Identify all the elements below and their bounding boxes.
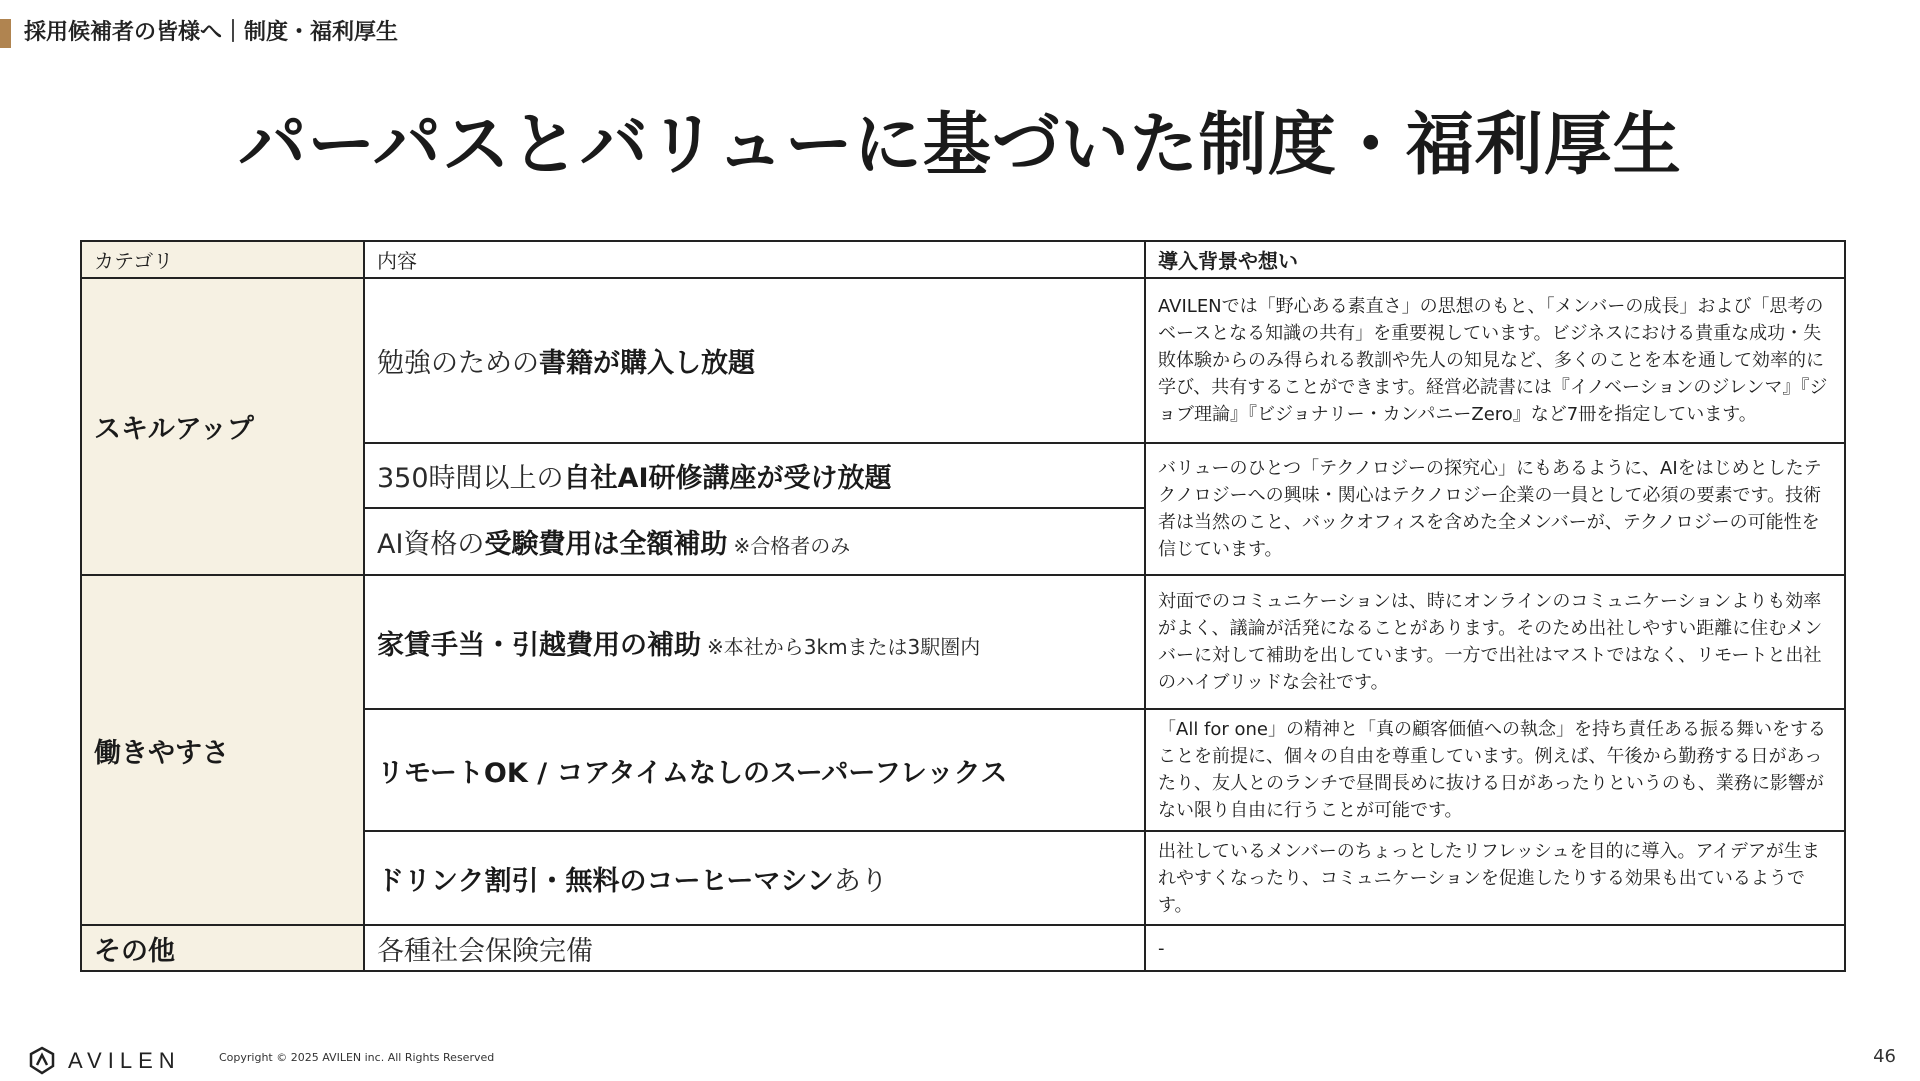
content-books — [364, 278, 1145, 443]
content-housing-bold: 家賃手当・引越費用の補助 — [377, 629, 701, 661]
column-header-background: 導入背景や想い — [1145, 241, 1845, 278]
table-header-row — [81, 241, 1845, 278]
content-ai-cert-plain: AI資格の — [377, 529, 485, 560]
content-remote — [364, 709, 1145, 831]
background-insurance: - — [1145, 925, 1845, 971]
page-number: 46 — [1873, 1046, 1896, 1067]
logo-text: AVILEN — [68, 1048, 181, 1073]
content-remote-bold: リモートOK / コアタイムなしのスーパーフレックス — [377, 757, 1008, 789]
background-ai-training: バリューのひとつ「テクノロジーの探究心」にもあるように、AIをはじめとしたテクノロジーへの興味・関心はテクノロジー企業の一員として必須の要素です。技術者は当然のこと、バックオフィスを含めた全メンバーが、テクノロジーの可能性を信じています。 — [1145, 443, 1845, 575]
background-drink: 出社しているメンバーのちょっとしたリフレッシュを目的に導入。アイデアが生まれやすくなったり、コミュニケーションを促進したりする効果も出ているようです。 — [1145, 831, 1845, 925]
content-drink-plain: あり — [833, 865, 888, 897]
avilen-logo-icon — [26, 1045, 58, 1077]
content-housing — [364, 575, 1145, 709]
footer-logo — [26, 1043, 181, 1079]
content-ai-cert — [364, 508, 1145, 575]
content-insurance: 各種社会保険完備 — [364, 925, 1145, 971]
content-drink-bold: ドリンク割引・無料のコーヒーマシン — [377, 865, 834, 897]
content-ai-training — [364, 443, 1145, 508]
table-row — [81, 925, 1845, 971]
table-row — [81, 575, 1845, 709]
content-ai-cert-bold: 受験費用は全額補助 — [484, 529, 728, 560]
content-books-plain: 勉強のための — [377, 348, 539, 379]
section-accent-bar — [0, 19, 11, 48]
category-skillup: スキルアップ — [81, 278, 364, 575]
copyright: Copyright © 2025 AVILEN inc. All Rights Reserved — [219, 1051, 495, 1064]
content-housing-note: ※本社から3kmまたは3駅圏内 — [707, 634, 981, 659]
background-remote: 「All for one」の精神と「真の顧客価値への執念」を持ち責任ある振る舞いをすることを前提に、個々の自由を尊重しています。例えば、午後から勤務する日があったり、友人とのランチで昼間長めに抜ける日があったりというのも、業務に影響がない限り自由に行うことが可能です。 — [1145, 709, 1845, 831]
table-row — [81, 278, 1845, 443]
background-housing: 対面でのコミュニケーションは、時にオンラインのコミュニケーションよりも効率がよく、議論が活発になることがあります。そのため出社しやすい距離に住むメンバーに対して補助を出しています。一方で出社はマストではなく、リモートと出社のハイブリッドな会社です。 — [1145, 575, 1845, 709]
category-workstyle: 働きやすさ — [81, 575, 364, 925]
benefits-table — [80, 240, 1846, 972]
background-books: AVILENでは「野心ある素直さ」の思想のもと、「メンバーの成長」および「思考のベースとなる知識の共有」を重要視しています。ビジネスにおける貴重な成功・失敗体験からのみ得られる教訓や先人の知見など、多くのことを本を通して効率的に学び、共有することができます。経営必読書には『イノベーションのジレンマ』『ジョブ理論』『ビジョナリー・カンパニーZero』など7冊を指定しています。 — [1145, 278, 1845, 443]
content-ai-training-plain: 350時間以上の — [377, 463, 564, 494]
column-header-category: カテゴリ — [81, 241, 364, 278]
page-title: パーパスとバリューに基づいた制度・福利厚生 — [238, 106, 1682, 185]
content-books-bold: 書籍が購入し放題 — [539, 348, 755, 379]
content-ai-cert-note: ※合格者のみ — [733, 534, 851, 558]
content-ai-training-bold: 自社AI研修講座が受け放題 — [563, 463, 892, 494]
breadcrumb: 採用候補者の皆様へ｜制度・福利厚生 — [24, 20, 399, 45]
column-header-content: 内容 — [364, 241, 1145, 278]
content-drink — [364, 831, 1145, 925]
category-other: その他 — [81, 925, 364, 971]
